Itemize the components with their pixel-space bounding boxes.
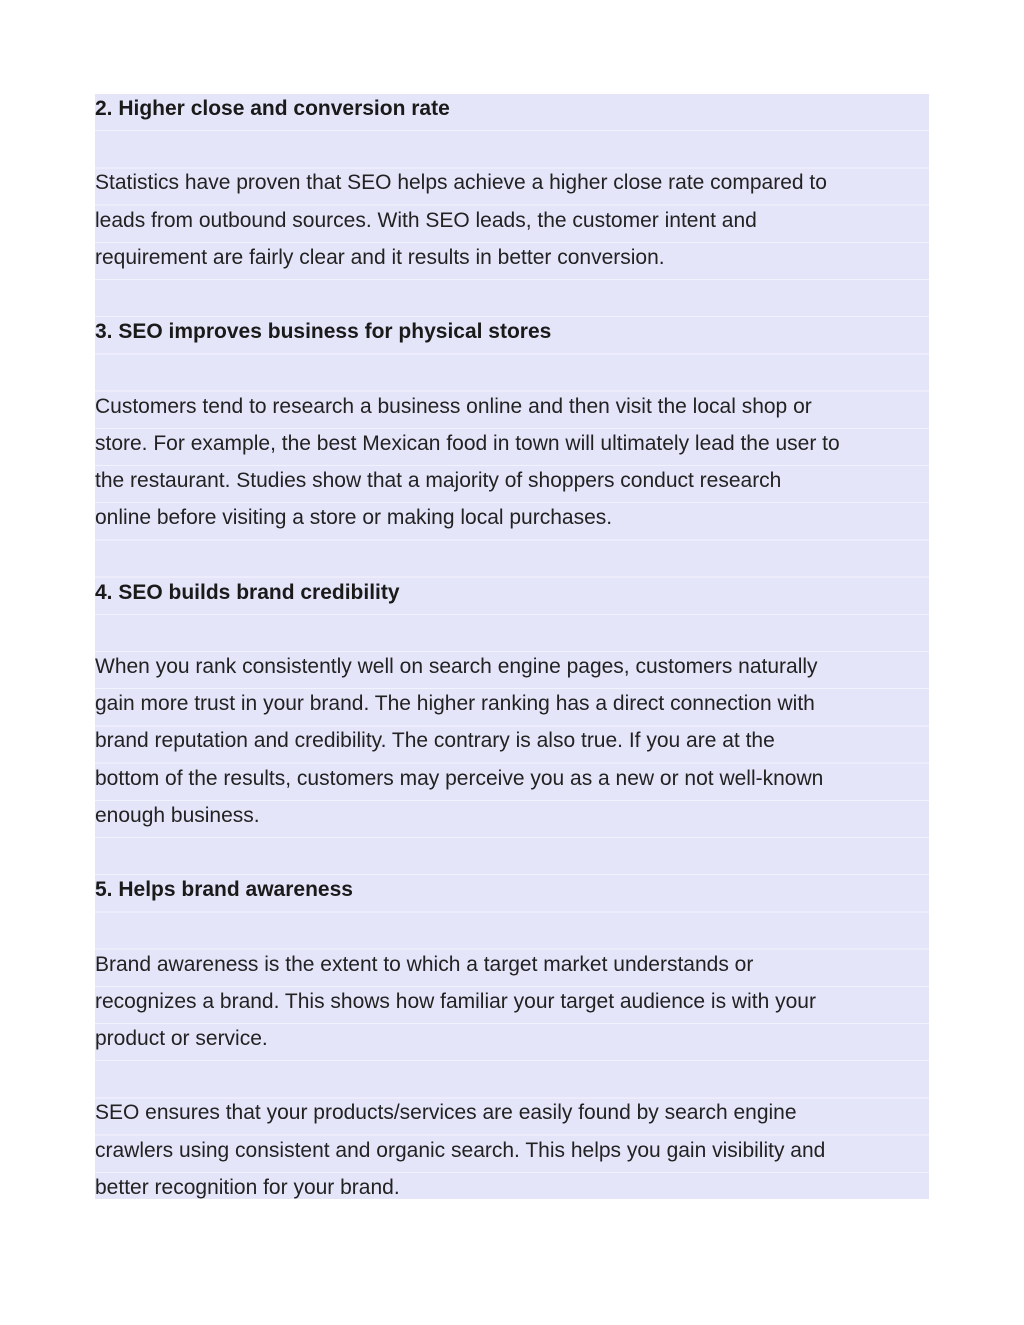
paragraph-line: enough business. (95, 803, 260, 827)
section-heading: 4. SEO builds brand credibility (95, 580, 400, 604)
paragraph-line: Statistics have proven that SEO helps achieve a higher close rate compared to (95, 171, 827, 195)
paragraph-line: When you rank consistently well on search engine pages, customers naturally (95, 655, 818, 678)
paragraph-line: better recognition for your brand. (95, 1175, 400, 1199)
paragraph-line: gain more trust in your brand. The higher ranking has a direct connection with (95, 692, 815, 716)
paragraph-line: SEO ensures that your products/services are easily found by search engine (95, 1101, 797, 1125)
paragraph-line: crawlers using consistent and organic search. This helps you gain visibility and (95, 1138, 826, 1162)
section-heading: 5. Helps brand awareness (95, 878, 353, 902)
paragraph-line: Brand awareness is the extent to which a target market understands or (95, 952, 754, 976)
paragraph-line: the restaurant. Studies show that a majority of shoppers conduct research (95, 469, 782, 492)
paragraph-line: Customers tend to research a business online and then visit the local shop or (95, 394, 812, 418)
section-heading: 2. Higher close and conversion rate (95, 97, 450, 120)
highlighted-text-region (95, 94, 929, 1199)
paragraph-line: store. For example, the best Mexican food in town will ultimately lead the user to (95, 431, 840, 455)
paragraph-line: online before visiting a store or making local purchases. (95, 506, 613, 530)
paragraph-line: product or service. (95, 1027, 268, 1050)
paragraph-line: brand reputation and credibility. The contrary is also true. If you are at the (95, 729, 775, 753)
paragraph-line: requirement are fairly clear and it results in better conversion. (95, 245, 665, 269)
paragraph-line: recognizes a brand. This shows how familiar your target audience is with your (95, 989, 816, 1013)
paragraph-line: bottom of the results, customers may perceive you as a new or not well-known (95, 766, 824, 790)
paragraph-line: leads from outbound sources. With SEO leads, the customer intent and (95, 208, 757, 232)
section-heading: 3. SEO improves business for physical stores (95, 320, 552, 344)
